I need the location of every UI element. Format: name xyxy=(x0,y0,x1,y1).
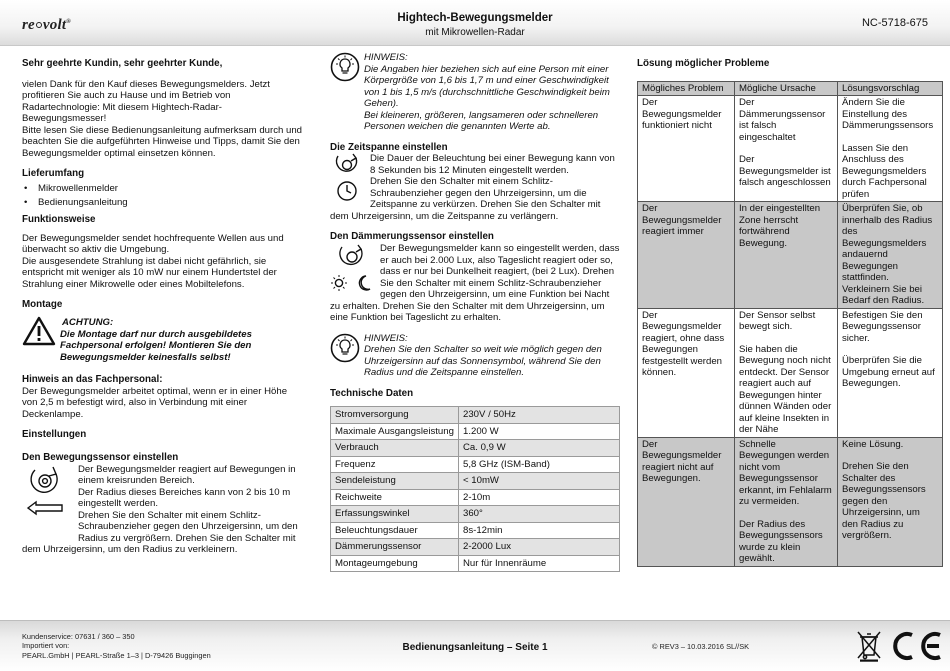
tech-data-table xyxy=(330,406,620,572)
table-cell: Frequenz xyxy=(331,456,459,473)
ce-mark-icon xyxy=(890,630,944,666)
hint-note-2 xyxy=(330,333,620,379)
table-row xyxy=(331,456,620,473)
section-title-zeitspanne: Die Zeitspanne einstellen xyxy=(330,141,448,153)
table-cell: 5,8 GHz (ISM-Band) xyxy=(459,456,620,473)
funktion-paragraph-2: Die ausgesendete Strahlung ist dabei nicht gefährlich, sie entspricht mit weniger als 10 mW nur einem Hundertstel der Strahlung einer Mikrowelle oder eines Mobiltelefons. xyxy=(22,255,277,290)
table-cell: Ca. 0,9 W xyxy=(459,440,620,457)
section-title-probleme: Lösung möglicher Probleme xyxy=(637,58,770,69)
table-cell: Stromversorgung xyxy=(331,407,459,424)
document-subtitle: mit Mikrowellen-Radar xyxy=(425,27,525,38)
intro-paragraph: vielen Dank für den Kauf dieses Bewegungsmelders. Jetzt profitieren Sie auch zu Hause und im Betrieb von Radartechnologie: Mit diesem Hightech-Radar-Bewegungsmesser! xyxy=(22,78,270,125)
zeitspanne-block xyxy=(330,153,620,222)
table-row xyxy=(331,555,620,572)
troubleshooting-table xyxy=(637,81,943,567)
cell-paragraph: Lassen Sie den Anschluss des Bewegungsmelders durch Fachpersonal prüfen xyxy=(842,142,927,200)
compliance-marks xyxy=(856,630,944,666)
solution-cell xyxy=(838,202,943,309)
brand-logo: re volt® xyxy=(22,17,71,33)
time-dial-icon xyxy=(330,153,366,207)
table-cell: 1.200 W xyxy=(459,423,620,440)
table-cell: Maximale Ausgangsleistung xyxy=(331,423,459,440)
section-title-fachpersonal: Hinweis an das Fachpersonal: xyxy=(22,374,163,385)
zeitspanne-text: Die Dauer der Beleuchtung bei einer Bewegung kann von 8 Sekunden bis 12 Minuten eingestellt werden. xyxy=(370,153,615,176)
hint-text: Die Angaben hier beziehen sich auf eine Person mit einer Körpergröße von 1,6 bis 1,7 m und einer Geschwindigkeit von 1 bis 1,5 m/s (durchschnittliche Geschwindigkeit beim Gehen). xyxy=(364,63,610,109)
warning-title: ACHTUNG: xyxy=(62,317,114,328)
cause-cell xyxy=(735,308,838,437)
cell-paragraph: Überprüfen Sie die Umgebung erneut auf Bewegungen. xyxy=(842,355,935,390)
cell-paragraph: Der Radius des Bewegungssensors wurde zu klein gewählt. xyxy=(739,518,823,565)
page-footer xyxy=(0,620,950,671)
hint-note xyxy=(330,52,620,133)
lieferumfang-list xyxy=(38,183,305,208)
table-cell: Beleuchtungsdauer xyxy=(331,522,459,539)
table-header-row xyxy=(638,81,943,96)
hint-title: HINWEIS: xyxy=(364,52,408,63)
table-cell: 230V / 50Hz xyxy=(459,407,620,424)
table-cell: 2-2000 Lux xyxy=(459,539,620,556)
page-header xyxy=(0,0,950,46)
daemmerung-text: Der Bewegungsmelder kann so eingestellt werden, dass er auch bei 2.000 Lux, also Tageslicht reagiert oder so, dass er nur bei Dunkelheit reagiert, (bei 2 Lux). Drehen Sie den Schalter mit einem Schlitz-Schraubenzieher gegen den Uhrzeigersinn, um eine Funktion bei Nacht zu erhalten. Drehen Sie den Schalter mit dem Uhrzeigersinn, um eine Funktion bei Tageslicht zu erhalten. xyxy=(330,243,620,323)
problem-cell: Der Bewegungsmelder reagiert immer xyxy=(638,202,735,309)
fachpersonal-text: Der Bewegungsmelder arbeitet optimal, wenn er in einer Höhe von 2,5 m befestigt wird, also in Verbindung mit einer Deckenlampe. xyxy=(22,385,288,420)
column-header: Lösungsvorschlag xyxy=(838,81,943,96)
hint-title: HINWEIS: xyxy=(364,332,408,344)
cell-paragraph: Drehen Sie den Schalter des Bewegungssensors gegen den Uhrzeigersinn, um den Radius zu vergrößern. xyxy=(842,461,926,542)
list-item: • Mikrowellenmelder xyxy=(38,183,305,195)
sensor-text-3: Drehen Sie den Schalter mit einem Schlitz-Schraubenzieher gegen den Uhrzeigersinn, um den Radius zu vergrößern. Drehen Sie den Schalter mit dem Uhrzeigersinn, um den Radius zu verkleinern. xyxy=(22,509,298,556)
problem-cell: Der Bewegungsmelder funktioniert nicht xyxy=(638,96,735,202)
hint-text-2: Bei kleineren, größeren, langsameren oder schnelleren Personen weichen die genannten Werte ab. xyxy=(364,109,599,132)
list-item: • Bedienungsanleitung xyxy=(38,197,305,209)
table-row xyxy=(331,440,620,457)
page-label: Bedienungsanleitung – Seite 1 xyxy=(402,642,548,653)
lightbulb-icon xyxy=(330,333,360,379)
greeting: Sehr geehrte Kundin, sehr geehrter Kunde, xyxy=(22,58,223,69)
table-row xyxy=(331,522,620,539)
intro-paragraph-2: Bitte lesen Sie diese Bedienungsanleitung aufmerksam durch und beachten Sie die aufgeführten Hinweise und Tipps, damit Sie den Bewegungsmelder optimal einsetzen können. xyxy=(22,124,302,159)
column-header: Mögliche Ursache xyxy=(735,81,838,96)
cell-paragraph: Der Bewegungsmelder ist falsch angeschlossen xyxy=(739,154,831,189)
table-row xyxy=(331,407,620,424)
cell-paragraph: Der Sensor selbst bewegt sich. xyxy=(739,309,816,333)
zeitspanne-text-2: Drehen Sie den Schalter mit einem Schlitz-Schraubenzieher gegen den Uhrzeigersinn, um die Zeitspanne zu verkürzen. Drehen Sie den Schalter mit dem Uhrzeigersinn, um die Zeitspanne zu verlängern. xyxy=(330,176,601,222)
subsection-title-bewegungssensor: Den Bewegungssensor einstellen xyxy=(22,452,179,463)
customer-service: Kundenservice: 07631 / 360 – 350 xyxy=(22,632,135,641)
importer-label: Importiert von: xyxy=(22,641,70,651)
warning-text: Die Montage darf nur durch ausgebildetes Fachpersonal erfolgen! Montieren Sie den Bewegungsmelder keinesfalls selbst! xyxy=(60,328,252,363)
table-row xyxy=(638,437,943,566)
document-title: Hightech-Bewegungsmelder xyxy=(397,12,553,24)
table-cell: Nur für Innenräume xyxy=(459,555,620,572)
table-cell: Sendeleistung xyxy=(331,473,459,490)
table-cell: 8s-12min xyxy=(459,522,620,539)
cause-cell xyxy=(735,202,838,309)
warning-triangle-icon xyxy=(22,316,56,363)
section-title-funktionsweise: Funktionsweise xyxy=(22,214,96,225)
product-code: NC-5718-675 xyxy=(861,17,928,29)
problem-cell: Der Bewegungsmelder reagiert nicht auf Bewegungen. xyxy=(638,437,735,566)
table-cell: Dämmerungssensor xyxy=(331,539,459,556)
table-cell: Verbrauch xyxy=(331,440,459,457)
table-cell: < 10mW xyxy=(459,473,620,490)
table-row xyxy=(331,473,620,490)
cell-paragraph: Sie haben die Bewegung noch nicht entdeckt. Der Sensor reagiert auch auf Bewegungen hinter dünnen Wänden oder auf kleine Insekten in der Nähe xyxy=(739,343,832,436)
table-row xyxy=(638,202,943,309)
column-middle xyxy=(330,52,620,572)
table-row xyxy=(331,539,620,556)
cell-paragraph: Schnelle Bewegungen werden nicht vom Bewegungssensor erkannt, im Fehlalarm zu vermeiden. xyxy=(739,438,832,508)
table-cell: Erfassungswinkel xyxy=(331,506,459,523)
weee-bin-icon xyxy=(856,630,882,666)
section-title-einstellungen: Einstellungen xyxy=(22,429,87,441)
revision-label: © REV3 – 10.03.2016 SL//SK xyxy=(652,642,750,651)
sensor-radius-icon xyxy=(22,464,74,532)
cell-paragraph: Befestigen Sie den Bewegungssensor sicher. xyxy=(842,309,923,344)
column-header: Mögliches Problem xyxy=(638,81,735,96)
sensor-text: Der Bewegungsmelder reagiert auf Bewegungen in einem kreisrunden Bereich. xyxy=(78,463,296,487)
cell-paragraph: Keine Lösung. xyxy=(842,438,904,450)
section-title-technische-daten: Technische Daten xyxy=(330,387,414,399)
cell-paragraph: Ändern Sie die Einstellung des Dämmerungssensors xyxy=(842,97,934,132)
warning-note xyxy=(22,316,305,363)
importer-address: PEARL.GmbH | PEARL-Straße 1–3 | D-79426 Buggingen xyxy=(22,650,211,660)
hint-text: Drehen Sie den Schalter so weit wie möglich gegen den Uhrzeigersinn auf das Sonnensymbol, während Sie den Radius und die Zeitspanne einstellen. xyxy=(364,344,602,378)
table-row xyxy=(638,96,943,202)
table-row xyxy=(331,506,620,523)
funktion-paragraph: Der Bewegungsmelder sendet hochfrequente Wellen aus und überwacht so aktiv die Umgebung. xyxy=(22,232,284,256)
cell-paragraph: Überprüfen Sie, ob innerhalb des Radius des Bewegungsmelders andauernd Bewegungen stattfinden. Verkleinern Sie bei Bedarf den Radius. xyxy=(842,203,933,307)
problem-cell: Der Bewegungsmelder reagiert, ohne dass Bewegungen festgestellt werden können. xyxy=(638,308,735,437)
cause-cell xyxy=(735,96,838,202)
sensor-text-2: Der Radius dieses Bereiches kann von 2 bis 10 m eingestellt werden. xyxy=(78,486,291,510)
cell-paragraph: Der Dämmerungssensor ist falsch eingeschaltet xyxy=(739,97,826,143)
table-row xyxy=(331,489,620,506)
lightbulb-icon xyxy=(330,52,360,133)
cell-paragraph: In der eingestellten Zone herrscht fortwährend Bewegung. xyxy=(739,203,821,249)
column-left xyxy=(22,52,305,556)
table-row xyxy=(638,308,943,437)
section-title-daemmerung: Den Dämmerungssensor einstellen xyxy=(330,231,494,243)
solution-cell xyxy=(838,96,943,202)
section-title-lieferumfang: Lieferumfang xyxy=(22,168,85,180)
section-title-montage: Montage xyxy=(22,299,63,311)
twilight-dial-icon xyxy=(330,243,376,299)
cause-cell xyxy=(735,437,838,566)
table-cell: 2-10m xyxy=(459,489,620,506)
solution-cell xyxy=(838,308,943,437)
table-row xyxy=(331,423,620,440)
sensor-block xyxy=(22,464,305,556)
solution-cell xyxy=(838,437,943,566)
table-cell: Reichweite xyxy=(331,489,459,506)
table-cell: 360° xyxy=(459,506,620,523)
daemmerung-block xyxy=(330,243,620,324)
table-cell: Montageumgebung xyxy=(331,555,459,572)
column-right xyxy=(637,52,943,567)
